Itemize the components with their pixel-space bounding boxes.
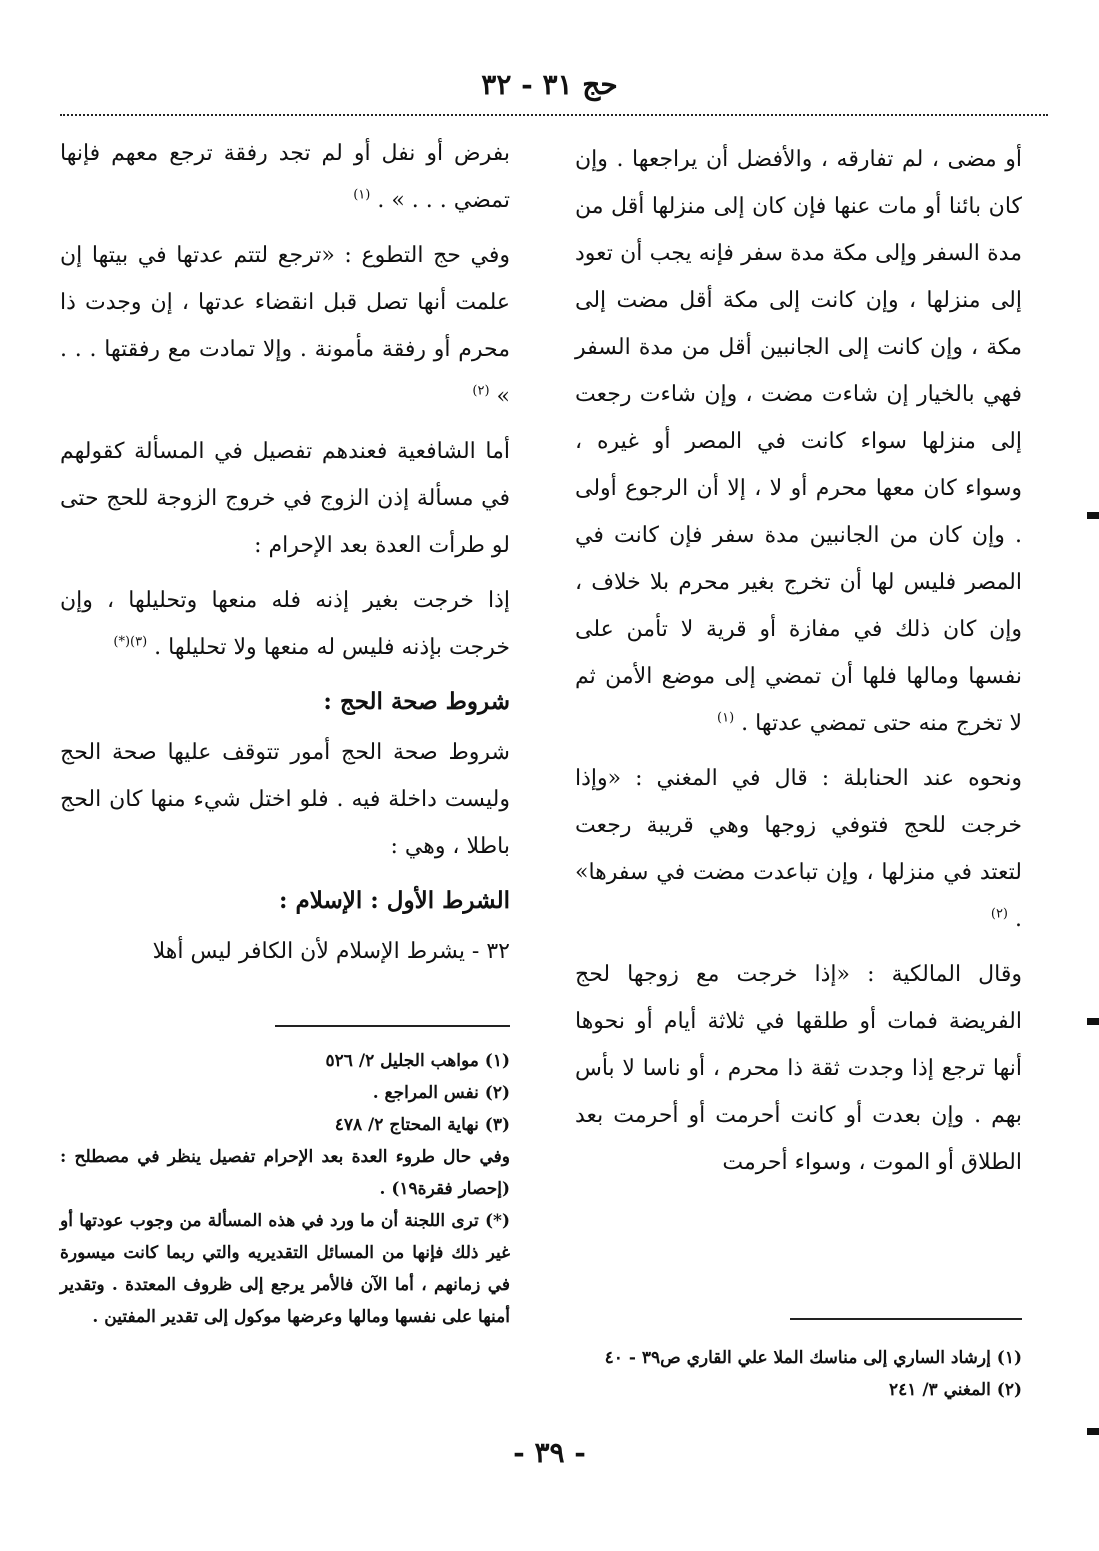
footnote-ref: (١) (353, 187, 371, 203)
footnote-divider (275, 1025, 510, 1027)
footnote-divider (790, 1318, 1022, 1320)
page-title: حج ٣١ - ٣٢ (481, 68, 618, 101)
section-heading: شروط صحة الحج : (323, 688, 510, 715)
paragraph-text: أما الشافعية فعندهم تفصيل في المسألة كقولهم في مسألة إذن الزوج في خروج الزوجة للحج حتى لو طرأت العدة بعد الإحرام : (60, 439, 510, 558)
paragraph-text: إذا خرجت بغير إذنه فله منعها وتحليلها ، وإن خرجت بإذنه فليس له منعها ولا تحليلها . (60, 588, 510, 660)
paragraph-text: وقال المالكية : «إذا خرجت مع زوجها لحج الفريضة فمات أو طلقها في ثلاثة أيام أو نحوها أنها ترجع إذا وجدت ثقة ذا محرم ، أو ناسا لا بأس بهم . وإن بعدت أو كانت أحرمت أو أحرمت بعد الطلاق أو الموت ، وسواء أحرمت (575, 962, 1022, 1175)
paragraph-text: بفرض أو نفل أو لم تجد رفقة ترجع معهم فإنها تمضي . . . » . (60, 141, 510, 213)
page-number: - ٣٩ - (513, 1436, 586, 1469)
scan-edge-mark (1087, 512, 1099, 519)
footnote: (*) ترى اللجنة أن ما ورد في هذه المسألة من وجوب عودتها أو غير ذلك فإنها من المسائل التقديريه والتي ربما كانت ميسورة في زمانهم ، أما الآن فالأمر يرجع إلى ظروف المعتدة . وتقدير أمنها على نفسها ومالها وعرضها موكول إلى تقدير المفتين . (60, 1211, 510, 1327)
footnote: (٣) نهاية المحتاج ٢/ ٤٧٨ (334, 1115, 510, 1135)
section-heading: الشرط الأول : الإسلام : (279, 887, 510, 914)
paragraph-text: أو مضى ، لم تفارقه ، والأفضل أن يراجعها . وإن كان بائنا أو مات عنها فإن كان إلى منزلها أقل من مدة السفر وإلى مكة مدة سفر فإنه يجب أن تعود إلى منزلها ، وإن كانت إلى مكة أقل مضت إلى مكة ، وإن كانت إلى الجانبين أقل من مدة السفر فهي بالخيار إن شاءت مضت ، وإن شاءت رجعت إلى منزلها سواء كانت في المصر أو غيره ، وسواء كان معها محرم أو لا ، إلا أن الرجوع أولى . وإن كان من الجانبين مدة سفر فإن كانت في المصر فليس لها أن تخرج بغير محرم بلا خلاف ، وإن كان ذلك في مفازة أو قرية لا تأمن على نفسها ومالها فلها أن تمضي إلى موضع الأمن ثم لا تخرج منه حتى تمضي عدتها . (575, 147, 1022, 736)
scan-edge-mark (1087, 1018, 1099, 1025)
paragraph-text: ٣٢ - يشرط الإسلام لأن الكافر ليس أهلا (152, 939, 510, 964)
footnote-ref: (٣)(*) (113, 634, 148, 650)
paragraph (60, 928, 510, 975)
footnote-ref: (١) (717, 710, 735, 726)
footnote: (١) مواهب الجليل ٢/ ٥٢٦ (325, 1051, 510, 1071)
right-footnotes (575, 1342, 1022, 1406)
paragraph (60, 729, 510, 870)
paragraph (60, 130, 510, 224)
paragraph-text: شروط صحة الحج أمور تتوقف عليها صحة الحج وليست داخلة فيه . فلو اختل شيء منها كان الحج باطلا ، وهي : (60, 740, 510, 859)
paragraph (60, 428, 510, 569)
left-column (60, 130, 510, 983)
paragraph-text: ونحوه عند الحنابلة : قال في المغني : «وإذا خرجت للحج فتوفي زوجها وهي قريبة رجعت لتعتد في منزلها ، وإن تباعدت مضت في سفرها» . (575, 766, 1022, 932)
footnote-ref: (٢) (472, 383, 490, 399)
footnote: وفي حال طروء العدة بعد الإحرام تفصيل ينظر في مصطلح : (إحصار فقرة١٩) . (60, 1147, 510, 1199)
paragraph (575, 951, 1022, 1186)
footnote: (٢) نفس المراجع . (372, 1083, 510, 1103)
paragraph (60, 577, 510, 671)
paragraph (60, 232, 510, 420)
paragraph (575, 136, 1022, 747)
paragraph (575, 755, 1022, 943)
left-footnotes (60, 1045, 510, 1333)
paragraph-text: وفي حج التطوع : «ترجع لتتم عدتها في بيتها إن علمت أنها تصل قبل انقضاء عدتها ، إن وجدت ذا محرم أو رفقة مأمونة . وإلا تمادت مع رفقتها . . . » (60, 243, 510, 409)
footnote-ref: (٢) (990, 906, 1008, 922)
footnote: (١) إرشاد الساري إلى مناسك الملا علي القاري ص٣٩ - ٤٠ (604, 1348, 1022, 1368)
footnote: (٢) المغني ٣/ ٢٤١ (889, 1380, 1022, 1400)
right-column (575, 136, 1022, 1194)
scan-edge-mark (1087, 1428, 1099, 1435)
header-divider (60, 114, 1048, 116)
